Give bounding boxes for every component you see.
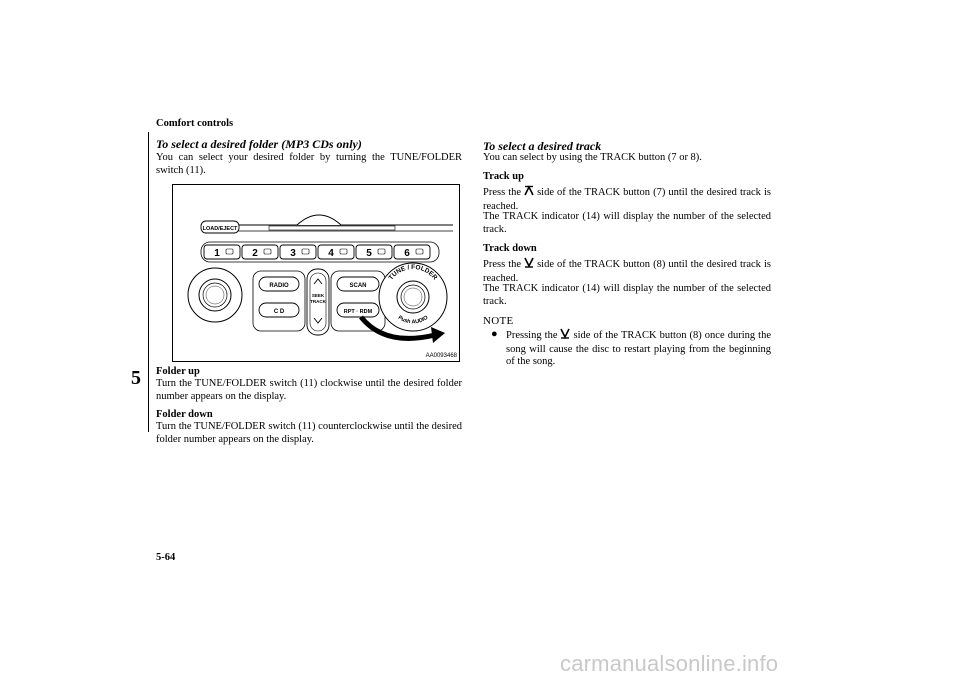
svg-text:TRACK: TRACK: [310, 299, 326, 304]
chapter-number: 5: [131, 367, 141, 389]
push-audio-label: Push AUDIO: [396, 314, 430, 326]
note-text: Pressing the side of the TRACK button (8) once during the song will cause the disc to restart playing from the beginning of the song.: [506, 330, 771, 368]
load-eject-label: LOAD/EJECT: [202, 226, 238, 232]
section-title: Comfort controls: [156, 118, 234, 129]
folder-select-heading: To select a desired folder (MP3 CDs only): [156, 137, 362, 151]
track-up-indicator: The TRACK indicator (14) will display the number of the selected track.: [483, 211, 771, 235]
rpt-rdm-label: RPT · RDM: [343, 309, 373, 315]
preset-6-label: 6: [404, 248, 410, 259]
folder-up-title: Folder up: [156, 366, 200, 377]
audio-unit-figure: [172, 184, 460, 362]
track-down-icon: [560, 328, 570, 344]
watermark: carmanualsonline.info: [560, 651, 779, 676]
preset-buttons: [204, 245, 430, 259]
tune-folder-label: TUNE / FOLDER: [387, 263, 439, 282]
radio-label: RADIO: [269, 283, 289, 289]
scan-label: SCAN: [349, 283, 367, 289]
folder-down-title: Folder down: [156, 409, 213, 420]
preset-2-label: 2: [252, 248, 258, 259]
track-down-text: Press the side of the TRACK button (8) until the desired track is reached.: [483, 259, 771, 284]
volume-knob: [188, 268, 242, 322]
cd-label: C D: [273, 309, 285, 315]
track-up-icon: [524, 185, 534, 201]
track-select-intro: You can select by using the TRACK button (7 or 8).: [483, 152, 702, 163]
folder-select-intro: You can select your desired folder by turning the TUNE/FOLDER switch (11).: [156, 152, 462, 176]
folder-down-text: Turn the TUNE/FOLDER switch (11) counterclockwise until the desired folder number appears on the display.: [156, 421, 462, 445]
page-number: 5-64: [156, 552, 176, 563]
track-down-indicator: The TRACK indicator (14) will display the number of the selected track.: [483, 283, 771, 307]
audio-unit-illustration: [173, 185, 459, 361]
preset-4-label: 4: [328, 248, 334, 259]
preset-5-label: 5: [366, 248, 372, 259]
track-up-title: Track up: [483, 171, 524, 182]
track-select-heading: To select a desired track: [483, 139, 602, 153]
preset-3-label: 3: [290, 248, 296, 259]
note-bullet-icon: ●: [491, 328, 498, 340]
folder-up-text: Turn the TUNE/FOLDER switch (11) clockwise until the desired folder number appears on the display.: [156, 378, 462, 402]
track-down-title: Track down: [483, 243, 537, 254]
svg-text:SEEK: SEEK: [311, 293, 325, 298]
preset-1-label: 1: [214, 248, 220, 259]
figure-code: AA0093468: [425, 353, 457, 359]
note-label: NOTE: [483, 315, 514, 327]
track-up-text: Press the side of the TRACK button (7) until the desired track is reached.: [483, 187, 771, 212]
track-down-icon: [524, 257, 534, 273]
